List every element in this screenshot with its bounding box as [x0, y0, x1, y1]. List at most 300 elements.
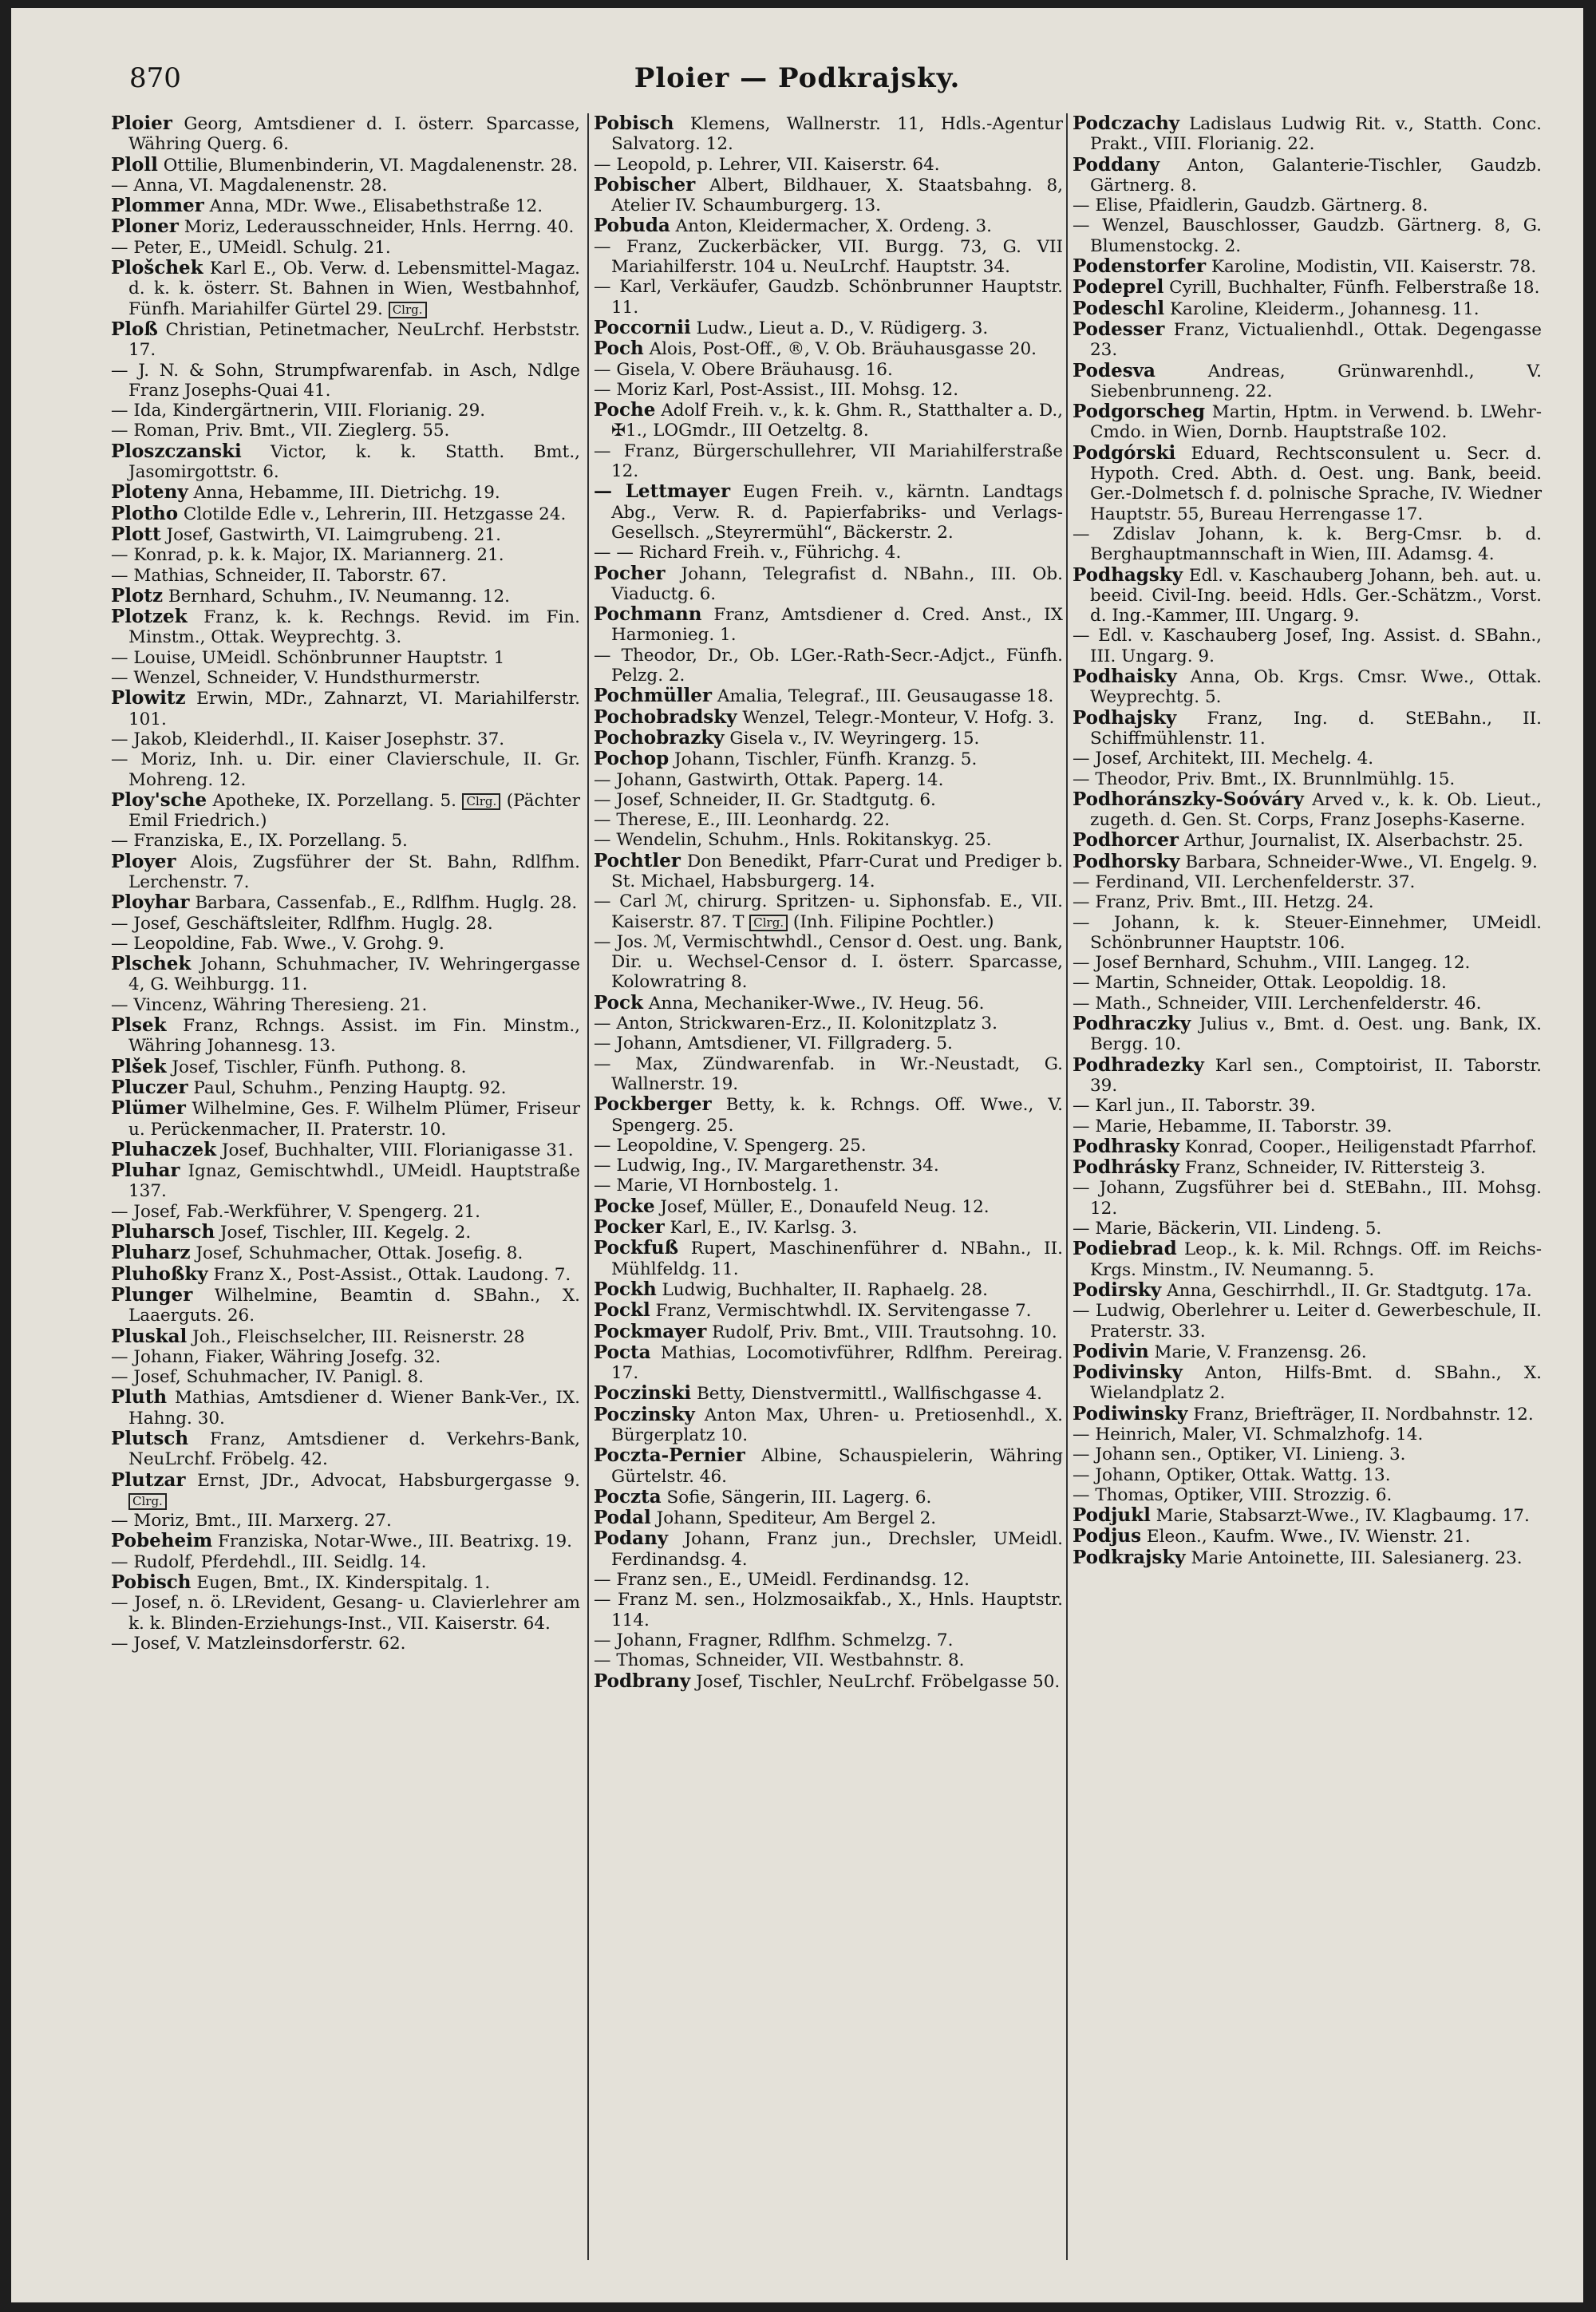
directory-entry	[594, 1570, 1063, 1590]
directory-entry	[594, 686, 1063, 706]
entry-details: — Vincenz, Währing Theresieng. 21.	[111, 994, 428, 1015]
entry-name: Podhrasky	[1073, 1135, 1180, 1157]
directory-entry	[111, 1264, 580, 1285]
directory-entry	[111, 648, 580, 668]
entry-details: — Heinrich, Maler, VI. Schmalzhofg. 14.	[1073, 1425, 1424, 1445]
directory-entry	[594, 563, 1063, 605]
directory-entry	[1073, 830, 1542, 851]
entry-name: Podhraczky	[1073, 1013, 1191, 1035]
directory-entry	[594, 728, 1063, 749]
directory-entry	[1073, 1014, 1542, 1055]
entry-details: Marie Antoinette, III. Salesianerg. 23.	[1185, 1547, 1523, 1568]
entry-details: — Johann, Fragner, Rdlfhm. Schmelzg. 7.	[594, 1630, 954, 1650]
directory-entry	[1073, 1526, 1542, 1547]
directory-entry	[111, 196, 580, 216]
entry-note: (Inh. Filipine Pochtler.)	[788, 911, 994, 932]
entry-name: Plšek	[111, 1055, 167, 1077]
entry-details: Ignaz, Gemischtwhdl., UMeidl. Hauptstraße 137.	[128, 1161, 580, 1202]
directory-entry	[1073, 708, 1542, 749]
directory-entry	[1073, 1157, 1542, 1178]
entry-name: Podiwinsky	[1073, 1402, 1188, 1425]
directory-entry	[111, 1347, 580, 1367]
directory-entry	[1073, 401, 1542, 443]
entry-name: Podenstorfer	[1073, 255, 1207, 278]
entry-name: Plommer	[111, 195, 204, 217]
entry-name: Poczinski	[594, 1382, 692, 1405]
directory-entry	[594, 810, 1063, 830]
entry-details: Anna, MDr. Wwe., Elisabethstraße 12.	[203, 196, 543, 217]
directory-entry	[1073, 1219, 1542, 1239]
directory-entry	[1073, 1178, 1542, 1219]
directory-entry	[1073, 1280, 1542, 1301]
directory-entry	[111, 1572, 580, 1593]
entry-details: Amalia, Telegraf., III. Geusaugasse 18.	[712, 686, 1054, 707]
entry-details: — Anna, VI. Magdalenenstr. 28.	[111, 175, 388, 196]
telephone-badge: Clrg.	[462, 793, 500, 810]
entry-details: — Franz, Bürgerschullehrer, VII Mariahilferstraße 12.	[594, 441, 1063, 482]
entry-name: Pluhaczek	[111, 1138, 217, 1160]
entry-details: Ludw., Lieut a. D., V. Rüdigerg. 3.	[690, 318, 989, 338]
directory-entry	[594, 1217, 1063, 1238]
directory-entry	[1073, 113, 1542, 155]
directory-entry	[594, 932, 1063, 993]
directory-entry	[1073, 1342, 1542, 1362]
entry-details: Betty, k. k. Rchngs. Off. Wwe., V. Spengerg. 25.	[611, 1095, 1063, 1136]
entry-name: Poczta	[594, 1485, 662, 1508]
entry-name: Pochobradsky	[594, 705, 737, 728]
entry-details: Josef, Gastwirth, VI. Laimgrubeng. 21.	[160, 524, 501, 545]
entry-name: Podeschl	[1073, 297, 1165, 319]
entry-details: — Gisela, V. Obere Bräuhausg. 16.	[594, 359, 893, 380]
entry-details: Christian, Petinetmacher, NeuLrchf. Herbststr. 17.	[128, 319, 580, 361]
directory-entry	[594, 749, 1063, 769]
entry-name: Podhorsky	[1073, 850, 1180, 872]
directory-entry	[594, 1054, 1063, 1095]
directory-entry	[1073, 155, 1542, 196]
entry-details: Franziska, Notar-Wwe., III. Beatrixg. 19.	[212, 1531, 572, 1552]
directory-entry	[594, 237, 1063, 278]
entry-details: Josef, Tischler, NeuLrchf. Fröbelgasse 50.	[690, 1671, 1061, 1692]
entry-details: Cyrill, Buchhalter, Fünfh. Felberstraße 18.	[1163, 278, 1540, 298]
entry-details: — Ida, Kindergärtnerin, VIII. Florianig. 29.	[111, 401, 486, 421]
entry-details: Anton, Kleidermacher, X. Ordeng. 3.	[670, 216, 992, 237]
entry-name: Pobisch	[594, 113, 674, 134]
entry-details: Bernhard, Schuhm., IV. Neumanng. 12.	[163, 586, 510, 607]
entry-name: Podivinsky	[1073, 1362, 1183, 1384]
entry-name: Pluth	[111, 1386, 168, 1409]
directory-entry	[594, 1445, 1063, 1487]
directory-entry	[594, 1094, 1063, 1136]
entry-details: Franz, Ing. d. StEBahn., II. Schiffmühlenstr. 11.	[1090, 708, 1542, 749]
entry-name: Pockberger	[594, 1093, 712, 1116]
entry-name: Pocta	[594, 1341, 651, 1363]
entry-details: Apotheke, IX. Porzellang. 5.	[207, 790, 456, 811]
entry-details: — Roman, Priv. Bmt., VII. Zieglerg. 55.	[111, 421, 450, 441]
directory-entry	[594, 604, 1063, 646]
entry-details: — Josef, n. ö. LRevident, Gesang- u. Clavierlehrer am k. k. Blinden-Erziehungs-Inst., VII. Kaiserstr. 64.	[111, 1593, 580, 1634]
entry-details: — Ferdinand, VII. Lerchenfelderstr. 37.	[1073, 871, 1416, 892]
directory-entry	[1073, 1404, 1542, 1425]
entry-details: Klemens, Wallnerstr. 11, Hdls.-Agentur Salvatorg. 12.	[611, 114, 1063, 155]
entry-name: Podkrajsky	[1073, 1546, 1186, 1568]
directory-entry	[594, 380, 1063, 400]
directory-entry	[594, 1590, 1063, 1630]
directory-entry	[111, 1387, 580, 1429]
entry-details: Karoline, Modistin, VII. Kaiserstr. 78.	[1206, 257, 1537, 278]
entry-details: Josef, Tischler, III. Kegelg. 2.	[215, 1223, 472, 1243]
entry-details: Karl E., Ob. Verw. d. Lebensmittel-Magaz. d. k. k. österr. St. Bahnen in Wien, Westbahnhof, Fünfh. Mariahilfer Gürtel 29.	[128, 259, 580, 319]
telephone-badge: Clrg.	[128, 1493, 167, 1510]
entry-details: Eugen, Bmt., IX. Kinderspitalg. 1.	[191, 1573, 491, 1594]
directory-entry	[594, 175, 1063, 216]
directory-entry	[594, 277, 1063, 318]
directory-entry	[1073, 1465, 1542, 1485]
entry-name: Plott	[111, 523, 161, 545]
entry-name: Podjus	[1073, 1525, 1142, 1547]
directory-entry	[111, 566, 580, 586]
entry-details: — Wendelin, Schuhm., Hnls. Rokitanskyg. 25.	[594, 830, 992, 851]
entry-details: Georg, Amtsdiener d. I. österr. Sparcasse, Währing Querg. 6.	[128, 114, 580, 155]
entry-name: Plotzek	[111, 606, 188, 628]
directory-entry	[111, 852, 580, 893]
directory-entry	[594, 707, 1063, 728]
entry-name: Pluharsch	[111, 1221, 215, 1243]
entry-details: — Thomas, Optiker, VIII. Strozzig. 6.	[1073, 1484, 1393, 1505]
entry-name: Poch	[594, 338, 644, 360]
entry-details: Julius v., Bmt. d. Oest. ung. Bank, IX. Bergg. 10.	[1090, 1014, 1542, 1055]
entry-details: — Jakob, Kleiderhdl., II. Kaiser Josephstr. 37.	[111, 729, 505, 749]
entry-details: — Martin, Schneider, Ottak. Leopoldig. 18.	[1073, 973, 1447, 994]
entry-name: Plsek	[111, 1014, 167, 1037]
entry-details: — Marie, Bäckerin, VII. Lindeng. 5.	[1073, 1219, 1382, 1239]
entry-details: — Math., Schneider, VIII. Lerchenfelderstr. 46.	[1073, 993, 1482, 1014]
entry-details: Franz, Amtsdiener d. Verkehrs-Bank, NeuLrchf. Fröbelg. 42.	[128, 1429, 580, 1470]
column-divider	[1066, 113, 1068, 2260]
entry-name: Pobuda	[594, 215, 670, 237]
directory-entry	[1073, 872, 1542, 892]
directory-entry	[594, 1322, 1063, 1342]
directory-entry	[594, 1033, 1063, 1053]
directory-entry	[111, 1593, 580, 1634]
directory-entry	[111, 1429, 580, 1470]
column-1	[111, 113, 580, 1654]
directory-entry	[111, 545, 580, 565]
entry-details: Betty, Dienstvermittl., Wallfischgasse 4.	[691, 1384, 1042, 1405]
entry-details: Franz, Amtsdiener d. Cred. Anst., IX Harmonieg. 1.	[611, 605, 1063, 646]
entry-name: Pock	[594, 991, 643, 1014]
entry-details: Josef, Tischler, Fünfh. Puthong. 8.	[166, 1057, 467, 1077]
directory-entry	[111, 258, 580, 319]
entry-details: — Konrad, p. k. k. Major, IX. Mariannerg. 21.	[111, 545, 504, 566]
directory-entry	[594, 1405, 1063, 1446]
directory-entry	[1073, 1055, 1542, 1097]
entry-details: Erwin, MDr., Zahnarzt, VI. Mariahilferstr. 101.	[128, 689, 580, 729]
directory-entry	[594, 1238, 1063, 1279]
entry-details: — Moriz Karl, Post-Assist., III. Mohsg. 12.	[594, 379, 959, 400]
directory-entry	[111, 113, 580, 155]
entry-name: Pocke	[594, 1195, 655, 1217]
directory-entry	[1073, 443, 1542, 524]
directory-entry	[111, 1326, 580, 1347]
directory-entry	[111, 1511, 580, 1531]
directory-entry	[1073, 1485, 1542, 1505]
entry-name: Pochobrazky	[594, 726, 725, 749]
directory-entry	[1073, 892, 1542, 912]
entry-details: — Carl ℳ, chirurg. Spritzen- u. Siphonsfab. E., VII. Kaiserstr. 87. T	[594, 891, 1063, 932]
entry-details: Arthur, Journalist, IX. Alserbachstr. 25.	[1179, 831, 1523, 852]
entry-details: Anton, Galanterie-Tischler, Gaudzb. Gärtnerg. 8.	[1090, 155, 1542, 196]
entry-name: Poche	[594, 399, 656, 421]
entry-name: Podhoránszky-Soóváry	[1073, 788, 1304, 810]
entry-details: — Franz M. sen., Holzmosaikfab., X., Hnls. Hauptstr. 114.	[594, 1590, 1063, 1630]
directory-entry	[594, 113, 1063, 155]
entry-name: Podgórski	[1073, 441, 1176, 464]
telephone-badge: Clrg.	[749, 915, 788, 931]
entry-name: Pochmann	[594, 603, 702, 626]
entry-details: Barbara, Cassenfab., E., Rdlfhm. Huglg. 28.	[189, 893, 578, 914]
entry-name: Podesva	[1073, 359, 1156, 381]
directory-entry	[594, 770, 1063, 790]
entry-details: — Josef, V. Matzleinsdorferstr. 62.	[111, 1633, 406, 1654]
directory-entry	[594, 360, 1063, 380]
directory-entry	[594, 1176, 1063, 1196]
entry-name: Podgorscheg	[1073, 401, 1206, 423]
entry-details: Albine, Schauspielerin, Währing Gürtelstr. 46.	[611, 1446, 1063, 1487]
entry-details: Josef, Müller, E., Donaufeld Neug. 12.	[654, 1196, 990, 1217]
entry-details: Albert, Bildhauer, X. Staatsbahng. 8, Atelier IV. Schaumburgerg. 13.	[611, 175, 1063, 216]
entry-name: Pobisch	[111, 1571, 192, 1594]
directory-entry	[594, 1487, 1063, 1508]
directory-entry	[1073, 1362, 1542, 1404]
entry-name: Podhrásky	[1073, 1156, 1180, 1179]
entry-details: — Franz sen., E., UMeidl. Ferdinandsg. 12.	[594, 1570, 970, 1591]
entry-details: Eduard, Rechtsconsulent u. Secr. d. Hypoth. Cred. Abth. d. Oest. ung. Bank, beeid. Ger.-Dolmetsch f. d. polnische Sprache, IV. Wiedner Hauptstr. 55, Bureau Herrengasse 17.	[1090, 443, 1542, 524]
entry-details: — Louise, UMeidl. Schönbrunner Hauptstr. 1	[111, 647, 505, 668]
entry-name: Podhajsky	[1073, 706, 1177, 729]
entry-name: Pochtler	[594, 849, 681, 871]
directory-entry	[1073, 789, 1542, 831]
entry-details: Ernst, JDr., Advocat, Habsburgergasse 9.	[185, 1470, 580, 1491]
directory-entry	[1073, 626, 1542, 666]
entry-name: Podhagsky	[1073, 563, 1183, 586]
directory-entry	[1073, 1547, 1542, 1568]
directory-entry	[111, 1015, 580, 1057]
page-title: Ploier — Podkrajsky.	[634, 62, 961, 94]
entry-details: — Wenzel, Schneider, V. Hundsthurmerstr.	[111, 668, 481, 689]
directory-entry	[1073, 666, 1542, 708]
entry-details: — Moriz, Inh. u. Dir. einer Clavierschule, II. Gr. Mohreng. 12.	[111, 749, 580, 790]
entry-details: — J. N. & Sohn, Strumpfwarenfab. in Asch, Ndlge Franz Josephs-Quai 41.	[111, 360, 580, 401]
entry-details: Franz, Victualienhdl., Ottak. Degengasse 23.	[1090, 319, 1542, 361]
entry-details: Mathias, Amtsdiener d. Wiener Bank-Ver., IX. Hahng. 30.	[128, 1388, 580, 1429]
entry-details: — Jos. ℳ, Vermischtwhdl., Censor d. Oest. ung. Bank, Dir. u. Wechsel-Censor d. I. österr. Sparcasse, Kolowratring 8.	[594, 931, 1063, 993]
entry-details: Wilhelmine, Ges. F. Wilhelm Plümer, Friseur u. Perückenmacher, II. Praterstr. 10.	[128, 1099, 580, 1140]
entry-name: Podivin	[1073, 1340, 1149, 1362]
directory-entry	[594, 1383, 1063, 1404]
entry-name: Ployer	[111, 850, 176, 872]
directory-entry	[111, 176, 580, 196]
directory-entry	[111, 1470, 580, 1512]
directory-entry	[111, 401, 580, 421]
entry-details: Karl sen., Comptoirist, II. Taborstr. 39.	[1090, 1055, 1542, 1096]
entry-name: Pluhar	[111, 1160, 180, 1182]
directory-entry	[1073, 749, 1542, 769]
directory-entry	[111, 238, 580, 258]
entry-details: — Karl jun., II. Taborstr. 39.	[1073, 1096, 1316, 1116]
directory-entry	[594, 1528, 1063, 1570]
entry-name: Pobischer	[594, 173, 696, 196]
entry-name: Plotz	[111, 584, 164, 607]
directory-entry	[594, 993, 1063, 1014]
entry-details: Martin, Hptm. in Verwend. b. LWehr-Cmdo. in Wien, Dornb. Hauptstraße 102.	[1090, 402, 1542, 443]
directory-entry	[111, 914, 580, 934]
entry-name: Ploteny	[111, 481, 188, 504]
entry-details: — Johann sen., Optiker, VI. Linieng. 3.	[1073, 1445, 1406, 1465]
directory-entry	[594, 1014, 1063, 1033]
entry-details: — Elise, Pfaidlerin, Gaudzb. Gärtnerg. 8.	[1073, 196, 1428, 216]
directory-entry	[111, 421, 580, 441]
entry-details: Eugen Freih. v., kärntn. Landtags Abg., Verw. R. d. Papierfabriks- und Verlags-Gesellsch. „Steyrermühl“, Bäckerstr. 2.	[611, 482, 1063, 543]
entry-name: Pluczer	[111, 1076, 188, 1098]
directory-entry	[111, 319, 580, 361]
directory-entry	[111, 790, 580, 832]
directory-entry	[111, 216, 580, 237]
entry-details: Alois, Zugsführer der St. Bahn, Rdlfhm. Lerchenstr. 7.	[128, 852, 580, 892]
entry-details: — Johann, Gastwirth, Ottak. Paperg. 14.	[594, 769, 944, 790]
entry-details: Johann, Telegrafist d. NBahn., III. Ob. Viaductg. 6.	[611, 563, 1063, 604]
directory-entry	[594, 1196, 1063, 1217]
entry-details: — Mathias, Schneider, II. Taborstr. 67.	[111, 565, 447, 586]
entry-name: Pobeheim	[111, 1530, 213, 1552]
directory-entry	[1073, 1301, 1542, 1342]
directory-entry	[1073, 1136, 1542, 1157]
entry-details: — Marie, Hebamme, II. Taborstr. 39.	[1073, 1116, 1393, 1136]
page-header	[11, 62, 1583, 94]
directory-entry	[111, 586, 580, 607]
entry-details: — Thomas, Schneider, VII. Westbahnstr. 8.	[594, 1650, 965, 1671]
directory-entry	[594, 481, 1063, 543]
entry-details: Anna, Hebamme, III. Dietrichg. 19.	[188, 483, 500, 504]
directory-entry	[111, 831, 580, 851]
entry-details: Mathias, Locomotivführer, Rdlfhm. Pereirag. 17.	[611, 1342, 1063, 1384]
entry-name: Podany	[594, 1528, 669, 1550]
entry-name: Plutzar	[111, 1468, 186, 1491]
entry-details: Johann, Schuhmacher, IV. Wehringergasse 4, G. Weihburgg. 11.	[128, 954, 580, 995]
entry-details: — Franz, Priv. Bmt., III. Hetzg. 24.	[1073, 892, 1374, 913]
entry-details: Anna, Ob. Krgs. Cmsr. Wwe., Ottak. Weyprechtg. 5.	[1090, 667, 1542, 708]
entry-details: Wilhelmine, Beamtin d. SBahn., X. Laaerguts. 26.	[128, 1285, 580, 1326]
directory-entry	[111, 1202, 580, 1222]
entry-details: Leop., k. k. Mil. Rchngs. Off. im Reichs-Krgs. Minstm., IV. Neumanng. 5.	[1090, 1239, 1542, 1280]
entry-details: — Therese, E., III. Leonhardg. 22.	[594, 810, 891, 831]
entry-details: Johann, Spediteur, Am Bergel 2.	[650, 1508, 937, 1529]
entry-details: — Rudolf, Pferdehdl., III. Seidlg. 14.	[111, 1551, 427, 1572]
entry-details: Arved v., k. k. Ob. Lieut., zugeth. d. Gen. St. Corps, Franz Josephs-Kaserne.	[1090, 789, 1542, 831]
entry-details: Victor, k. k. Statth. Bmt., Jasomirgottstr. 6.	[128, 441, 580, 483]
directory-entry	[594, 441, 1063, 482]
directory-entry	[1073, 1096, 1542, 1116]
directory-entry	[1073, 277, 1542, 298]
entry-name: Podesser	[1073, 318, 1165, 340]
directory-entry	[1073, 953, 1542, 973]
entry-details: Marie, V. Franzensg. 26.	[1148, 1342, 1367, 1362]
directory-entry	[1073, 298, 1542, 319]
entry-name: Podeprel	[1073, 276, 1164, 298]
directory-entry	[111, 504, 580, 524]
directory-entry	[111, 1057, 580, 1077]
entry-details: — Wenzel, Bauschlosser, Gaudzb. Gärtnerg. 8, G. Blumenstockg. 2.	[1073, 215, 1542, 256]
telephone-badge: Clrg.	[389, 302, 427, 318]
entry-details: Karl, E., IV. Karlsg. 3.	[664, 1218, 858, 1239]
column-2	[594, 113, 1063, 1692]
entry-name: Poddany	[1073, 153, 1160, 176]
entry-name: Pocher	[594, 562, 666, 584]
directory-entry	[1073, 994, 1542, 1014]
entry-details: — Ludwig, Ing., IV. Margarethenstr. 34.	[594, 1156, 939, 1176]
entry-details: — Peter, E., UMeidl. Schulg. 21.	[111, 237, 391, 258]
directory-entry	[111, 482, 580, 503]
directory-entry	[594, 1508, 1063, 1528]
directory-entry	[111, 1098, 580, 1140]
entry-details: — Moriz, Bmt., III. Marxerg. 27.	[111, 1511, 392, 1531]
directory-entry	[111, 1367, 580, 1387]
entry-details: Anton Max, Uhren- u. Pretiosenhdl., X. Bürgerplatz 10.	[611, 1405, 1063, 1445]
entry-details: Andreas, Grünwarenhdl., V. Siebenbrunneng. 22.	[1090, 361, 1542, 401]
directory-entry	[594, 543, 1063, 563]
entry-name: Podczachy	[1073, 113, 1180, 134]
directory-entry	[111, 1222, 580, 1243]
entry-name: Podjukl	[1073, 1504, 1151, 1527]
directory-entry	[594, 1300, 1063, 1321]
entry-details: Edl. v. Kaschauberg Johann, beh. aut. u. beeid. Civil-Ing. beeid. Hdls. Ger.-Schätzm., Vorst. d. Ing.-Kammer, III. Ungarg. 9.	[1090, 565, 1542, 626]
entry-details: Franz, Rchngs. Assist. im Fin. Minstm., Währing Johannesg. 13.	[128, 1016, 580, 1057]
entry-details: Konrad, Cooper., Heiligenstadt Pfarrhof.	[1179, 1136, 1537, 1157]
entry-name: Poccornii	[594, 316, 691, 338]
entry-name: Poczta-Pernier	[594, 1445, 745, 1467]
directory-entry	[1073, 1505, 1542, 1526]
directory-entry	[1073, 1445, 1542, 1464]
entry-name: Ploy'sche	[111, 788, 207, 811]
directory-entry	[1073, 852, 1542, 872]
entry-details: — — Richard Freih. v., Führichg. 4.	[594, 543, 902, 563]
directory-entry	[111, 954, 580, 995]
entry-details: — Josef, Geschäftsleiter, Rdlfhm. Huglg. 28.	[111, 913, 493, 934]
directory-entry	[594, 1650, 1063, 1670]
entry-name: Pluhoßky	[111, 1263, 208, 1285]
directory-entry	[594, 851, 1063, 892]
entry-name: Podbrany	[594, 1670, 691, 1692]
entry-name: Podhorcer	[1073, 829, 1179, 852]
entry-details: — Karl, Verkäufer, Gaudzb. Schönbrunner Hauptstr. 11.	[594, 277, 1063, 318]
entry-details: Marie, Stabsarzt-Wwe., IV. Klagbaumg. 17.	[1150, 1506, 1530, 1527]
entry-details: Ladislaus Ludwig Rit. v., Statth. Conc. Prakt., VIII. Florianig. 22.	[1090, 114, 1542, 155]
entry-details: — Max, Zündwarenfab. in Wr.-Neustadt, G. Wallnerstr. 19.	[594, 1053, 1063, 1094]
entry-name: Podirsky	[1073, 1279, 1162, 1301]
entry-details: — Theodor, Dr., Ob. LGer.-Rath-Secr.-Adjct., Fünfh. Pelzg. 2.	[594, 645, 1063, 686]
entry-details: — Johann, Fiaker, Währing Josefg. 32.	[111, 1346, 441, 1367]
entry-details: Paul, Schuhm., Penzing Hauptg. 92.	[188, 1077, 507, 1098]
entry-details: — Josef, Fab.-Werkführer, V. Spengerg. 21.	[111, 1201, 480, 1222]
entry-details: Anton, Hilfs-Bmt. d. SBahn., X. Wielandplatz 2.	[1090, 1363, 1542, 1404]
directory-entry	[111, 1243, 580, 1263]
entry-details: — Edl. v. Kaschauberg Josef, Ing. Assist. d. SBahn., III. Ungarg. 9.	[1073, 626, 1542, 666]
entry-details: — Josef, Schneider, II. Gr. Stadtgutg. 6.	[594, 789, 936, 810]
entry-note: (Pächter Emil Friedrich.)	[128, 790, 580, 832]
entry-name: Ployhar	[111, 891, 190, 914]
entry-name: Pluharz	[111, 1242, 191, 1264]
entry-details: — Anton, Strickwaren-Erz., II. Kolonitzplatz 3.	[594, 1014, 998, 1034]
directory-entry	[594, 1342, 1063, 1384]
